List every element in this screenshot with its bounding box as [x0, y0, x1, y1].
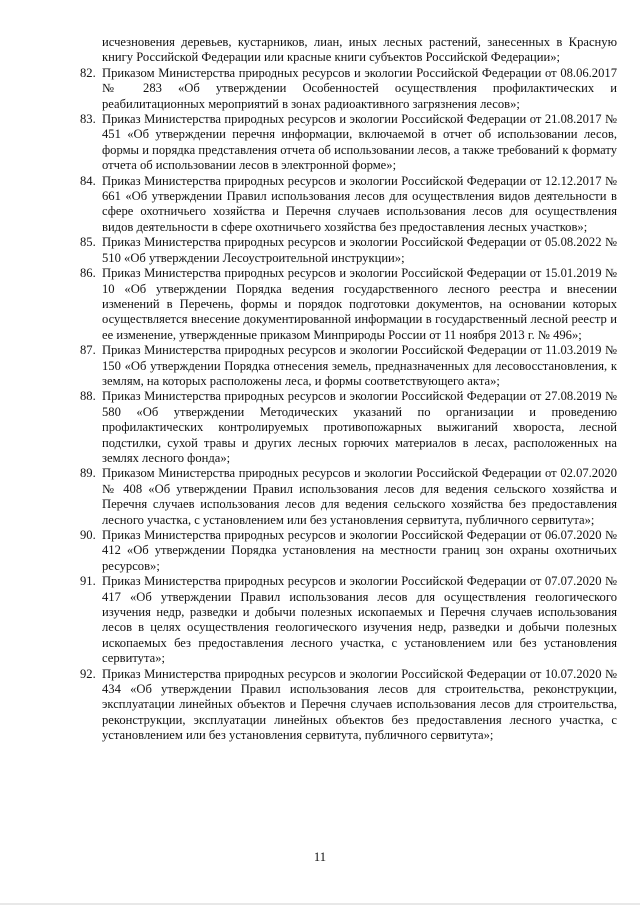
item-text: Приказ Министерства природных ресурсов и экологии Российской Федерации от 10.07.2020 № 434 «Об утверждении Правил использования лесов для строительства, реконструкции, эксплуатации линейных объектов и Перечня случаев использования лесов для строительства, реконструкции, эксплуатации линейных объектов без предоставления лесного участка, с установлением или без установления сервитута, публичного сервитута»; — [102, 666, 617, 743]
item-text: Приказом Министерства природных ресурсов и экологии Российской Федерации от 08.06.2017 № 283 «Об утверждении Особенностей осуществления профилактических и реабилитационных мероприятий в зонах радиоактивного загрязнения лесов»; — [102, 65, 617, 111]
list-item — [80, 266, 617, 343]
list-item — [80, 667, 617, 744]
item-text: Приказ Министерства природных ресурсов и экологии Российской Федерации от 07.07.2020 № 417 «Об утверждении Правил использования лесов для осуществления геологического изучения недр, разведки и добычи полезных ископаемых и Перечня случаев использования лесов в целях осуществления геологического изучения недр, разведки и добычи полезных ископаемых без предоставления лесного участка, с установлением или без установления сервитута»; — [102, 574, 617, 666]
item-number: 89. — [80, 466, 96, 481]
item-number: 90. — [80, 528, 96, 542]
item-text: Приказ Министерства природных ресурсов и экологии Российской Федерации от 11.03.2019 № 150 «Об утверждении Порядка отнесения земель, предназначенных для лесовосстановления, к землям, на которых расположены леса, и формы соответствующего акта»; — [102, 343, 617, 388]
item-number: 82. — [80, 65, 96, 80]
item-number: 87. — [80, 343, 96, 358]
document-body — [80, 35, 617, 744]
item-number: 85. — [80, 235, 96, 250]
list-item — [80, 528, 617, 574]
list-item — [80, 466, 617, 528]
list-item — [80, 389, 617, 466]
item-number: 84. — [80, 173, 96, 188]
item-number: 88. — [80, 389, 96, 404]
continued-paragraph: исчезновения деревьев, кустарников, лиан, иных лесных растений, занесенных в Красную книгу Российской Федерации или красные книги субъектов Российской Федерации»; — [102, 35, 617, 65]
list-item — [80, 66, 617, 112]
list-item — [80, 343, 617, 389]
item-text: Приказ Министерства природных ресурсов и экологии Российской Федерации от 05.08.2022 № 510 «Об утверждении Лесоустроительной инструкции»; — [102, 235, 617, 265]
list-item — [80, 235, 617, 266]
item-text: Приказ Министерства природных ресурсов и экологии Российской Федерации от 21.08.2017 № 451 «Об утверждении перечня информации, включаемой в отчет об использовании лесов, формы и порядка представления отчета об использовании лесов, а также требований к формату отчета об использовании лесов в электронной форме»; — [102, 112, 617, 173]
list-item — [80, 174, 617, 236]
list-item — [80, 112, 617, 174]
item-number: 92. — [80, 666, 96, 681]
item-number: 91. — [80, 574, 96, 589]
list-item — [80, 574, 617, 666]
item-text: Приказ Министерства природных ресурсов и экологии Российской Федерации от 15.01.2019 № 10 «Об утверждении Порядка ведения государственного лесного реестра и внесении изменений в Перечень, формы и порядок подготовки документов, на основании которых осуществляется внесение документированной информации в государственный лесной реестр и ее изменение, утвержденные приказом Минприроды России от 11 ноября 2013 г. № 496»; — [102, 266, 617, 342]
page-number: 11 — [313, 850, 327, 864]
item-text: Приказ Министерства природных ресурсов и экологии Российской Федерации от 27.08.2019 № 580 «Об утверждении Методических указаний по организации и проведению профилактических контролируемых противопожарных выжиганий хвороста, лесной подстилки, сухой травы и других лесных горючих материалов в лесах, расположенных на землях лесного фонда»; — [102, 389, 617, 465]
item-text: Приказ Министерства природных ресурсов и экологии Российской Федерации от 06.07.2020 № 412 «Об утверждении Порядка установления на местности границ зон охраны охотничьих ресурсов»; — [102, 528, 617, 573]
item-text: Приказ Министерства природных ресурсов и экологии Российской Федерации от 12.12.2017 № 661 «Об утверждении Правил использования лесов для осуществления видов деятельности в сфере охотничьего хозяйства и Перечня случаев использования лесов для осуществления видов деятельности в сфере охотничьего хозяйства без предоставления лесных участков»; — [102, 173, 617, 234]
item-number: 83. — [80, 112, 96, 127]
item-number: 86. — [80, 266, 96, 281]
item-text: Приказом Министерства природных ресурсов и экологии Российской Федерации от 02.07.2020 № 408 «Об утверждении Правил использования лесов для ведения сельского хозяйства и Перечня случаев использования лесов для ведения сельского хозяйства без предоставления лесного участка, с установлением или без установления сервитута, публичного сервитута»; — [102, 466, 617, 527]
order-list — [80, 66, 617, 744]
